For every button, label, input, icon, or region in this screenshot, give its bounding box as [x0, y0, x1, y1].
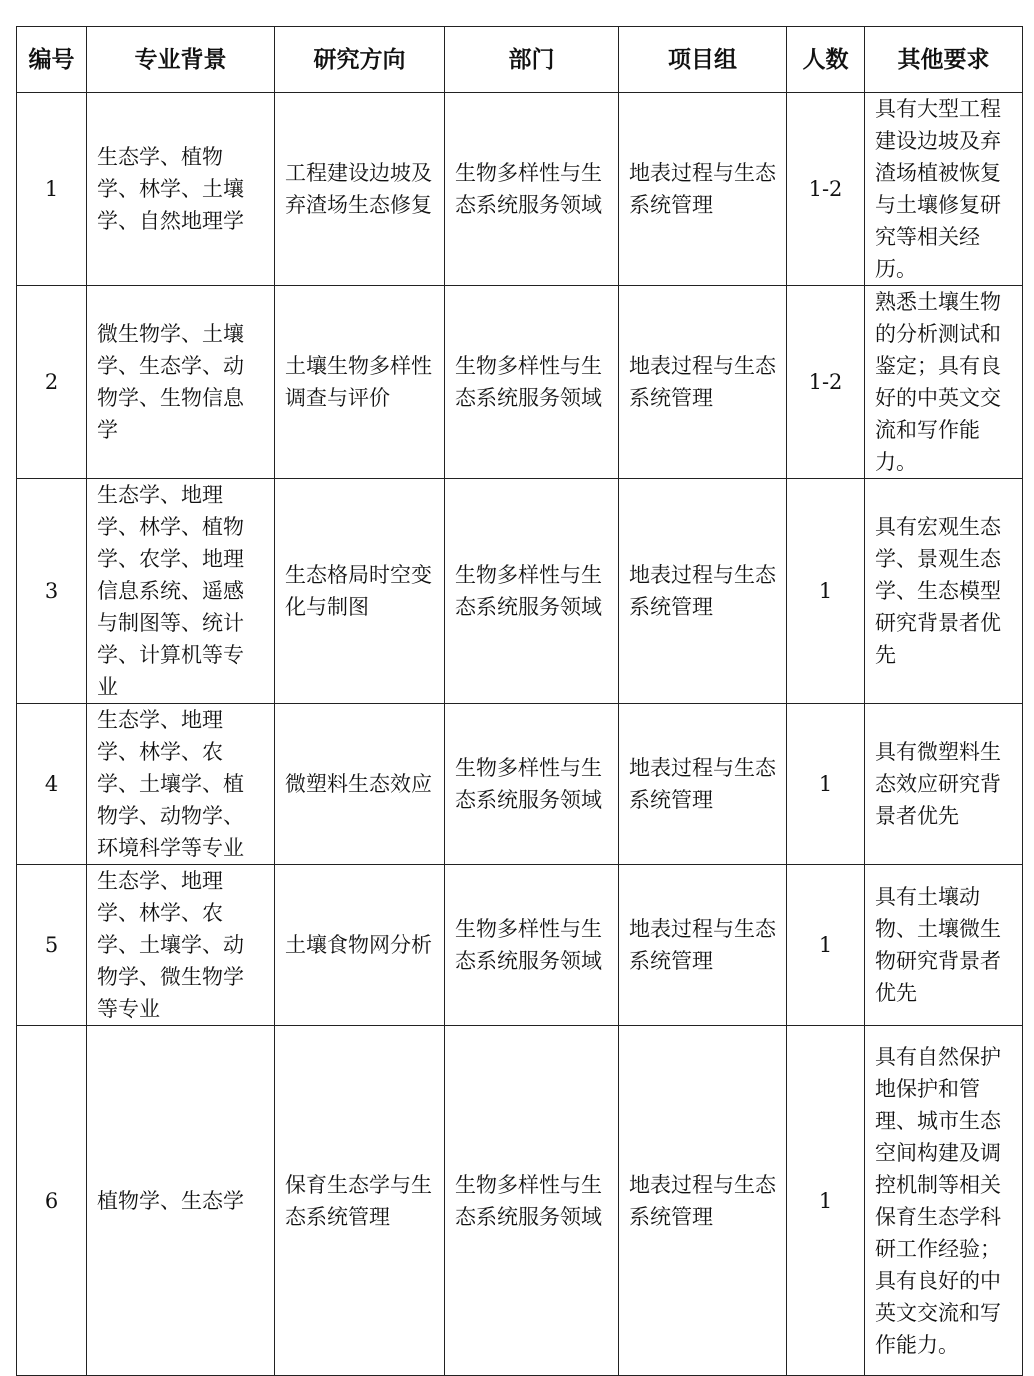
table-row	[17, 479, 1023, 704]
header-row	[17, 27, 1023, 93]
recruitment-table-container	[16, 26, 1022, 1357]
header-major: 专业背景	[87, 27, 275, 93]
table-row	[17, 286, 1023, 479]
cell-count: 1	[787, 704, 865, 865]
cell-req: 具有微塑料生态效应研究背景者优先	[865, 704, 1023, 865]
cell-req: 熟悉土壤生物的分析测试和鉴定；具有良好的中英文交流和写作能力。	[865, 286, 1023, 479]
cell-dept: 生物多样性与生态系统服务领域	[445, 93, 619, 286]
cell-direction: 保育生态学与生态系统管理	[275, 1026, 445, 1376]
recruitment-table	[16, 26, 1023, 1376]
cell-direction: 工程建设边坡及弃渣场生态修复	[275, 93, 445, 286]
cell-req: 具有土壤动物、土壤微生物研究背景者优先	[865, 865, 1023, 1026]
header-direction: 研究方向	[275, 27, 445, 93]
cell-major: 生态学、植物学、林学、土壤学、自然地理学	[87, 93, 275, 286]
cell-major: 生态学、地理学、林学、农学、土壤学、动物学、微生物学等专业	[87, 865, 275, 1026]
cell-dept: 生物多样性与生态系统服务领域	[445, 479, 619, 704]
cell-req: 具有大型工程建设边坡及弃渣场植被恢复与土壤修复研究等相关经历。	[865, 93, 1023, 286]
cell-direction: 土壤生物多样性调查与评价	[275, 286, 445, 479]
cell-group: 地表过程与生态系统管理	[619, 93, 787, 286]
cell-count: 1-2	[787, 93, 865, 286]
cell-count: 1	[787, 1026, 865, 1376]
cell-major: 生态学、地理学、林学、植物学、农学、地理信息系统、遥感与制图等、统计学、计算机等专业	[87, 479, 275, 704]
cell-major: 植物学、生态学	[87, 1026, 275, 1376]
header-req: 其他要求	[865, 27, 1023, 93]
cell-group: 地表过程与生态系统管理	[619, 1026, 787, 1376]
cell-group: 地表过程与生态系统管理	[619, 479, 787, 704]
cell-dept: 生物多样性与生态系统服务领域	[445, 704, 619, 865]
header-count: 人数	[787, 27, 865, 93]
cell-direction: 生态格局时空变化与制图	[275, 479, 445, 704]
cell-group: 地表过程与生态系统管理	[619, 704, 787, 865]
cell-req: 具有自然保护地保护和管理、城市生态空间构建及调控机制等相关保育生态学科研工作经验；具有良好的中英文交流和写作能力。	[865, 1026, 1023, 1376]
cell-req: 具有宏观生态学、景观生态学、生态模型研究背景者优先	[865, 479, 1023, 704]
cell-no: 5	[17, 865, 87, 1026]
header-group: 项目组	[619, 27, 787, 93]
cell-no: 4	[17, 704, 87, 865]
cell-direction: 微塑料生态效应	[275, 704, 445, 865]
header-no: 编号	[17, 27, 87, 93]
cell-no: 3	[17, 479, 87, 704]
cell-count: 1	[787, 865, 865, 1026]
cell-no: 1	[17, 93, 87, 286]
cell-dept: 生物多样性与生态系统服务领域	[445, 865, 619, 1026]
cell-count: 1-2	[787, 286, 865, 479]
cell-major: 生态学、地理学、林学、农学、土壤学、植物学、动物学、环境科学等专业	[87, 704, 275, 865]
table-row	[17, 704, 1023, 865]
cell-major: 微生物学、土壤学、生态学、动物学、生物信息学	[87, 286, 275, 479]
cell-group: 地表过程与生态系统管理	[619, 865, 787, 1026]
cell-dept: 生物多样性与生态系统服务领域	[445, 1026, 619, 1376]
table-row	[17, 865, 1023, 1026]
cell-group: 地表过程与生态系统管理	[619, 286, 787, 479]
cell-direction: 土壤食物网分析	[275, 865, 445, 1026]
cell-no: 2	[17, 286, 87, 479]
cell-count: 1	[787, 479, 865, 704]
cell-no: 6	[17, 1026, 87, 1376]
table-row	[17, 1026, 1023, 1376]
table-row	[17, 93, 1023, 286]
header-dept: 部门	[445, 27, 619, 93]
cell-dept: 生物多样性与生态系统服务领域	[445, 286, 619, 479]
